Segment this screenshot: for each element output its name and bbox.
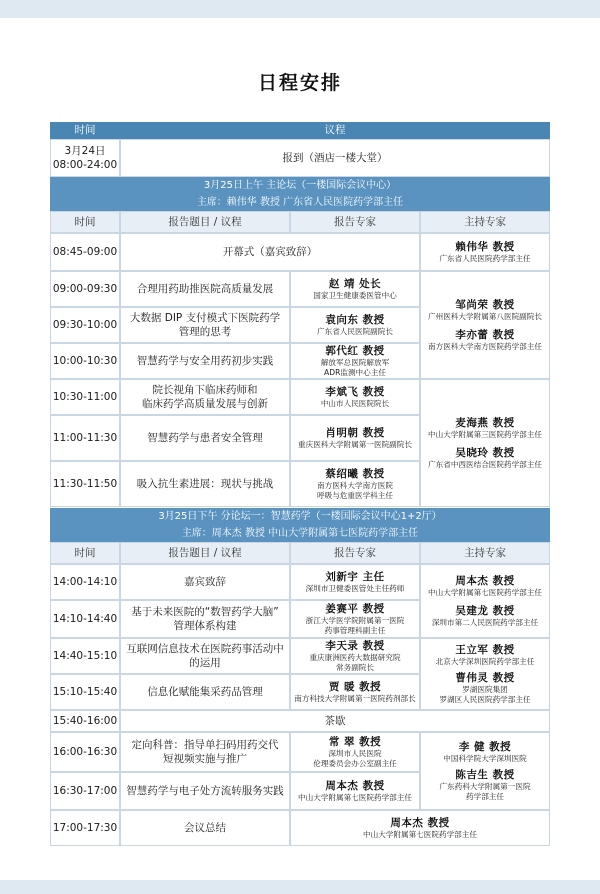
speaker-org: 广东省人民医院副院长 [317,327,393,337]
row-speaker [290,461,420,507]
topic-line: 管理体系构建 [173,620,237,632]
forum1-columns-row [50,211,550,233]
row-topic [120,732,290,772]
table-row [50,710,550,732]
speaker-name: 郭代红 教授 [325,345,385,358]
topic-line: 院长视角下临床药师和 [152,383,258,396]
topic-line: 定向科普：指导单扫码用药交代 [131,738,279,751]
speaker-org: 呼吸与危重医学科主任 [317,491,393,501]
speaker-org: 伦理委员会办公室副主任 [313,759,397,769]
host-name: 陈吉生 教授 [455,769,515,782]
row-speaker [290,379,420,415]
col-speaker: 报告专家 [290,542,420,564]
speaker-org: 深圳市人民医院 [328,749,382,759]
host-org: 广东省人民医院药学部主任 [439,254,531,264]
host-cell [420,564,550,638]
speaker-name: 肖明朝 教授 [325,426,385,439]
row-time: 14:00-14:10 [50,564,120,600]
row-speaker [290,772,420,810]
speaker-name: 李天录 教授 [325,640,385,653]
forum1-band-title: 3月25日上午 主论坛（一楼国际会议中心） [50,177,550,194]
host-name: 吴晓玲 教授 [455,447,515,459]
host-name: 王立军 教授 [455,644,515,657]
host-org: 深圳市第二人民医院药学部主任 [431,618,539,628]
row-time: 16:30-17:00 [50,772,120,810]
speaker-org: 药事管理科副主任 [324,626,386,636]
row-speaker [290,415,420,461]
host-cell [420,233,550,271]
host-org: 广州医科大学附属第八医院副院长 [428,312,542,322]
host-org: 北京大学深圳医院药学部主任 [435,657,535,667]
row-time: 08:45-09:00 [50,233,120,271]
host-org: 药学部主任 [466,792,504,802]
speaker-name: 袁向东 教授 [325,313,385,326]
page-title: 日程安排 [257,72,342,94]
speaker-name: 周本杰 教授 [325,779,385,792]
host-name: 李亦蕾 教授 [455,329,515,341]
registration-time [50,139,120,177]
registration-hours: 08:00-24:00 [52,159,118,171]
row-speaker [290,638,420,674]
row-time: 15:40-16:00 [50,710,120,732]
host-org: 中山大学附属第七医院药学部主任 [428,588,542,598]
speaker-name: 蔡绍曦 教授 [325,468,385,481]
row-time: 14:10-14:40 [50,600,120,638]
forum1-chair-row [50,194,550,211]
host-org: 中山大学附属第三医院药学部主任 [428,430,542,440]
forum2-chair-row [50,525,550,542]
row-time: 15:10-15:40 [50,674,120,710]
speaker-org: 重庆医科大学附属第一医院副院长 [298,440,412,450]
host-name: 李 健 教授 [458,741,512,754]
speaker-name: 贾 暖 教授 [328,680,382,693]
row-topic: 茶歇 [120,710,550,732]
speaker-org: 国家卫生健康委医管中心 [313,291,397,301]
row-time: 10:00-10:30 [50,343,120,379]
topic-line: 互联网信息技术在医院药事活动中 [126,642,284,655]
forum1-chair: 主席：赖伟华 教授 广东省人民医院药学部主任 [50,194,550,211]
row-speaker [290,307,420,343]
host-cell [420,732,550,810]
topic-line: 短视频实施与推广 [163,753,247,765]
speaker-org: 解放军总医院解放军 [320,358,390,368]
topic-line: 管理的思考 [178,326,232,338]
row-topic [120,307,290,343]
host-org: 南方医科大学南方医院药学部主任 [428,342,542,352]
host-cell [420,638,550,710]
forum1-band-row [50,177,550,194]
host-cell [420,271,550,379]
col-topic: 报告题目 / 议程 [120,542,290,564]
row-time: 17:00-17:30 [50,810,120,846]
registration-row [50,139,550,177]
speaker-org: 浙江大学医学院附属第一医院 [305,616,405,626]
speaker-name: 赵 靖 处长 [328,277,382,290]
registration-header-row [50,122,550,139]
col-speaker: 报告专家 [290,211,420,233]
row-topic: 嘉宾致辞 [120,564,290,600]
row-topic [120,600,290,638]
col-topic: 报告题目 / 议程 [120,211,290,233]
host-cell [420,379,550,507]
host-org: 罗湖区人民医院药学部主任 [439,695,531,705]
forum2-columns-row [50,542,550,564]
row-topic: 吸入抗生素进展：现状与挑战 [120,461,290,507]
speaker-org: 中山大学附属第七医院药学部主任 [298,793,412,803]
forum2-band-title: 3月25日下午 分论坛一：智慧药学（一楼国际会议中心1+2厅） [50,508,550,525]
col-host: 主持专家 [420,211,550,233]
row-time: 11:30-11:50 [50,461,120,507]
row-topic [120,638,290,674]
col-time: 时间 [50,211,120,233]
host-name: 周本杰 教授 [455,574,515,587]
speaker-org: 南方医科大学南方医院 [317,481,393,491]
host-name: 赖伟华 教授 [455,240,515,253]
row-topic: 智慧药学与患者安全管理 [120,415,290,461]
speaker-org: 中山大学附属第七医院药学部主任 [363,830,477,840]
speaker-name: 常 翠 教授 [328,736,382,749]
topic-line: 大数据 DIP 支付模式下医院药学 [129,311,281,324]
row-time: 11:00-11:30 [50,415,120,461]
host-name: 邹尚荣 教授 [455,298,515,311]
host-org: 广东药科大学附属第一医院 [439,782,531,792]
forum2-chair: 主席：周本杰 教授 中山大学附属第七医院药学部主任 [50,525,550,542]
host-name: 麦海燕 教授 [455,416,515,429]
row-time: 09:30-10:00 [50,307,120,343]
topic-line: 基于未来医院的“数智药学大脑” [131,605,279,618]
row-time: 16:00-16:30 [50,732,120,772]
row-speaker [290,732,420,772]
row-speaker [290,810,550,846]
host-org: 中国科学院大学深圳医院 [443,754,527,764]
speaker-org: 中山市人民医院院长 [320,399,390,409]
host-org: 广东省中西医结合医院药学部主任 [428,460,542,470]
speaker-name: 李斌飞 教授 [325,385,385,398]
row-speaker [290,343,420,379]
row-topic: 信息化赋能集采药品管理 [120,674,290,710]
host-name: 曹伟灵 教授 [455,672,515,685]
host-org: 罗湖医院集团 [462,685,508,695]
speaker-org: 深圳市卫健委医管处主任药师 [305,584,405,594]
col-time: 时间 [50,542,120,564]
col-host: 主持专家 [420,542,550,564]
row-topic: 开幕式（嘉宾致辞） [120,233,420,271]
speaker-org: 南方科技大学附属第一医院药剂部长 [294,694,416,704]
row-topic: 合理用药助推医院高质量发展 [120,271,290,307]
topic-line: 的运用 [189,657,221,669]
header-time: 时间 [50,122,120,139]
row-speaker [290,564,420,600]
speaker-org: ADR监测中心主任 [324,368,386,378]
speaker-name: 姜赛平 教授 [325,603,385,616]
row-time: 10:30-11:00 [50,379,120,415]
row-speaker [290,674,420,710]
registration-event: 报到（酒店一楼大堂） [120,139,550,177]
row-topic [120,379,290,415]
forum2-band-row [50,508,550,525]
registration-date: 3月24日 [64,144,106,157]
row-speaker [290,271,420,307]
speaker-org: 常务副院长 [336,663,374,673]
row-time: 09:00-09:30 [50,271,120,307]
speaker-org: 重庆康洲医药大数据研究院 [309,653,401,663]
topic-line: 临床药学高质量发展与创新 [142,398,268,410]
header-agenda: 议程 [120,122,550,139]
row-speaker [290,600,420,638]
table-row [50,810,550,846]
row-topic: 会议总结 [120,810,290,846]
row-time: 14:40-15:10 [50,638,120,674]
speaker-name: 周本杰 教授 [390,816,450,829]
row-topic: 智慧药学与电子处方流转服务实践 [120,772,290,810]
speaker-name: 刘新宇 主任 [325,570,385,583]
host-name: 吴建龙 教授 [455,605,515,617]
row-topic: 智慧药学与安全用药初步实践 [120,343,290,379]
